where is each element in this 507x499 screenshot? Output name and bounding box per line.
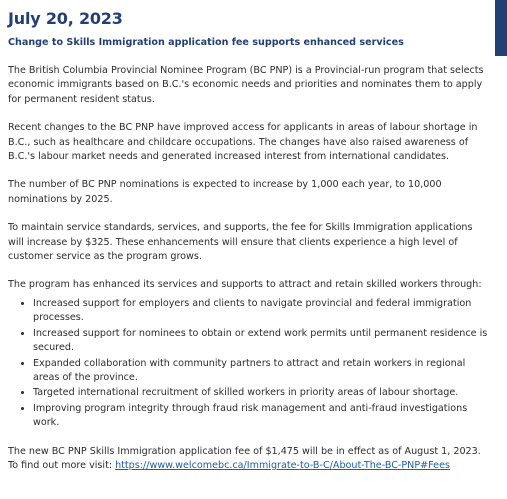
list-item: • Increased support for employers and clients to navigate provincial and federal immigration processes. (33, 297, 488, 326)
paragraph-fee-increase: To maintain service standards, services, and supports, the fee for Skills Immigration applications will increase by $325. These enhancements will ensure that clients experience a high level of customer service as the program grows. (8, 222, 473, 263)
paragraph-nominations: The number of BC PNP nominations is expected to increase by 1,000 each year, to 10,000 nominations by 2025. (8, 179, 442, 205)
closing-text: The new BC PNP Skills Immigration application fee of $1,475 will be in effect as of August 1, 2023. To find out more visit: (8, 445, 481, 471)
paragraph-enhancements-intro: The program has enhanced its services and supports to attract and retain skilled workers through: (8, 279, 482, 291)
paragraph-intro: The British Columbia Provincial Nominee Program (BC PNP) is a Provincial-run program that selects economic immigrants based on B.C.'s economic needs and priorities and nominates them to apply for permanent resident status. (8, 65, 484, 105)
article (8, 0, 488, 473)
list-item: • Improving program integrity through fraud risk management and anti-fraud investigations work. (33, 402, 488, 431)
side-accent-bar (495, 0, 507, 56)
paragraph-recent-changes: Recent changes to the BC PNP have improved access for applicants in areas of labour shortage in B.C., such as healthcare and childcare occupations. The changes have also raised awareness of B.C.'s labour market needs and generated increased interest from international candidates. (8, 122, 478, 163)
list-item: • Targeted international recruitment of skilled workers in priority areas of labour shortage. (33, 386, 488, 400)
list-item: • Increased support for nominees to obtain or extend work permits until permanent residence is secured. (33, 327, 488, 356)
article-headline: Change to Skills Immigration application fee supports enhanced services (8, 37, 404, 48)
article-date: July 20, 2023 (8, 9, 123, 28)
enhancements-list (8, 297, 488, 431)
paragraph-closing (8, 445, 488, 474)
list-item: • Expanded collaboration with community partners to attract and retain workers in regional areas of the province. (33, 357, 488, 386)
fees-link[interactable]: https://www.welcomebc.ca/Immigrate-to-B-C/About-The-BC-PNP#Fees (115, 459, 450, 471)
